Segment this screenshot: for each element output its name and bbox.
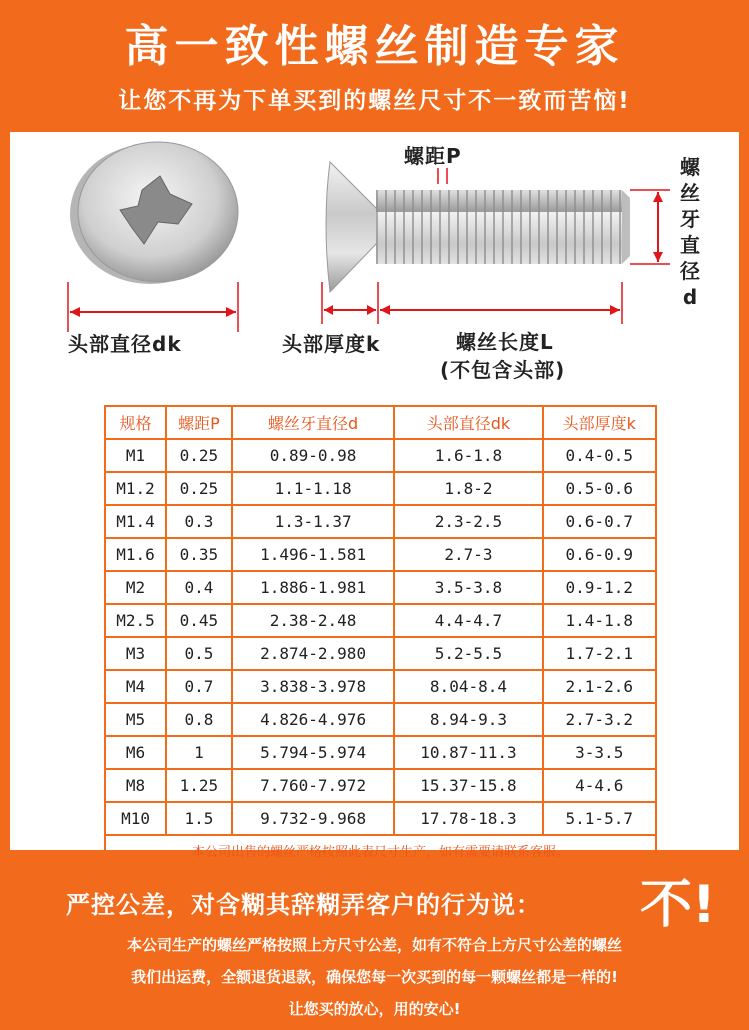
footer-line-3: 让您买的放心，用的安心! — [288, 1000, 461, 1018]
spec-table — [104, 405, 657, 866]
cell-head-diameter: 5.2-5.5 — [394, 637, 542, 670]
cell-head-thickness: 0.4-0.5 — [543, 439, 657, 472]
cell-head-diameter: 3.5-3.8 — [394, 571, 542, 604]
footer-line-1: 本公司生产的螺丝严格按照上方尺寸公差，如有不符合上方尺寸公差的螺丝 — [126, 936, 622, 954]
cell-thread-diameter: 2.38-2.48 — [232, 604, 395, 637]
table-row — [105, 802, 656, 835]
cell-size: M4 — [105, 670, 166, 703]
cell-pitch: 0.35 — [166, 538, 232, 571]
arrow-down-icon — [653, 252, 663, 262]
col-header-pitch: 螺距P — [166, 406, 232, 439]
cell-pitch: 0.7 — [166, 670, 232, 703]
table-row — [105, 472, 656, 505]
cell-head-diameter: 2.3-2.5 — [394, 505, 542, 538]
col-header-size: 规格 — [105, 406, 166, 439]
arrow-right-icon — [610, 305, 620, 315]
cell-head-thickness: 0.5-0.6 — [543, 472, 657, 505]
cell-thread-diameter: 2.874-2.980 — [232, 637, 395, 670]
arrow-left-icon — [380, 305, 390, 315]
cell-pitch: 0.25 — [166, 472, 232, 505]
thread-diameter-label: 螺丝牙直径d — [680, 155, 700, 309]
table-row — [105, 571, 656, 604]
cell-head-diameter: 15.37-15.8 — [394, 769, 542, 802]
arrow-right-icon — [226, 307, 236, 317]
cell-pitch: 0.8 — [166, 703, 232, 736]
footer-line-2: 我们出运费，全额退货退款，确保您每一次买到的每一颗螺丝都是一样的! — [131, 968, 618, 986]
cell-head-diameter: 1.6-1.8 — [394, 439, 542, 472]
cell-head-thickness: 1.4-1.8 — [543, 604, 657, 637]
cell-thread-diameter: 1.496-1.581 — [232, 538, 395, 571]
col-header-thread-diameter: 螺丝牙直径d — [232, 406, 395, 439]
cell-size: M6 — [105, 736, 166, 769]
footer-no-text: 不! — [640, 875, 716, 935]
head-diameter-label: 头部直径dk — [68, 332, 182, 356]
cell-head-thickness: 4-4.6 — [543, 769, 657, 802]
page-title: 高一致性螺丝制造专家 — [124, 21, 625, 72]
cell-pitch: 1 — [166, 736, 232, 769]
cell-size: M8 — [105, 769, 166, 802]
cell-size: M2 — [105, 571, 166, 604]
col-header-head-diameter: 头部直径dk — [394, 406, 542, 439]
cell-thread-diameter: 7.760-7.972 — [232, 769, 395, 802]
cell-size: M5 — [105, 703, 166, 736]
head-thickness-label: 头部厚度k — [282, 332, 381, 356]
length-label: 螺丝长度L — [456, 330, 554, 354]
table-row — [105, 637, 656, 670]
cell-size: M1.4 — [105, 505, 166, 538]
col-header-head-thickness: 头部厚度k — [543, 406, 657, 439]
cell-thread-diameter: 3.838-3.978 — [232, 670, 395, 703]
cell-thread-diameter: 9.732-9.968 — [232, 802, 395, 835]
cell-pitch: 0.4 — [166, 571, 232, 604]
table-row — [105, 769, 656, 802]
cell-pitch: 1.25 — [166, 769, 232, 802]
cell-thread-diameter: 1.1-1.18 — [232, 472, 395, 505]
cell-thread-diameter: 1.3-1.37 — [232, 505, 395, 538]
content-panel — [10, 132, 739, 860]
cell-pitch: 1.5 — [166, 802, 232, 835]
cell-thread-diameter: 4.826-4.976 — [232, 703, 395, 736]
cell-head-thickness: 2.1-2.6 — [543, 670, 657, 703]
cell-head-thickness: 0.9-1.2 — [543, 571, 657, 604]
shaft-tip — [622, 190, 630, 264]
length-note: (不包含头部) — [440, 358, 566, 382]
cell-pitch: 0.45 — [166, 604, 232, 637]
cell-pitch: 0.3 — [166, 505, 232, 538]
cell-size: M10 — [105, 802, 166, 835]
arrow-left-icon — [70, 307, 80, 317]
footer-headline: 严控公差，对含糊其辞糊弄客户的行为说： — [66, 891, 541, 919]
cell-head-thickness: 3-3.5 — [543, 736, 657, 769]
cell-head-thickness: 0.6-0.7 — [543, 505, 657, 538]
table-row — [105, 538, 656, 571]
cell-head-thickness: 2.7-3.2 — [543, 703, 657, 736]
cell-size: M1.2 — [105, 472, 166, 505]
cell-size: M3 — [105, 637, 166, 670]
cell-head-diameter: 17.78-18.3 — [394, 802, 542, 835]
cell-pitch: 0.25 — [166, 439, 232, 472]
cell-head-thickness: 0.6-0.9 — [543, 538, 657, 571]
threaded-shaft — [376, 190, 622, 264]
table-row — [105, 703, 656, 736]
cell-head-thickness: 5.1-5.7 — [543, 802, 657, 835]
pitch-label: 螺距P — [404, 144, 462, 168]
cell-thread-diameter: 5.794-5.974 — [232, 736, 395, 769]
table-note-row — [105, 835, 656, 865]
cell-head-diameter: 1.8-2 — [394, 472, 542, 505]
table-row — [105, 505, 656, 538]
cell-thread-diameter: 1.886-1.981 — [232, 571, 395, 604]
table-row — [105, 439, 656, 472]
cell-head-diameter: 8.04-8.4 — [394, 670, 542, 703]
cell-size: M2.5 — [105, 604, 166, 637]
cell-pitch: 0.5 — [166, 637, 232, 670]
cell-head-diameter: 8.94-9.3 — [394, 703, 542, 736]
table-note: 本公司出售的螺丝严格按照此表尺寸生产，如有需要请联系客服。 — [105, 835, 656, 865]
arrow-up-icon — [653, 192, 663, 202]
cell-head-diameter: 4.4-4.7 — [394, 604, 542, 637]
arrow-right-icon — [367, 305, 376, 315]
cell-thread-diameter: 0.89-0.98 — [232, 439, 395, 472]
table-row — [105, 670, 656, 703]
screw-diagram — [10, 132, 739, 392]
cell-head-diameter: 10.87-11.3 — [394, 736, 542, 769]
table-row — [105, 604, 656, 637]
arrow-left-icon — [324, 305, 333, 315]
page-subtitle: 让您不再为下单买到的螺丝尺寸不一致而苦恼! — [118, 88, 631, 114]
table-row — [105, 736, 656, 769]
table-header-row — [105, 406, 656, 439]
cell-head-thickness: 1.7-2.1 — [543, 637, 657, 670]
cell-size: M1 — [105, 439, 166, 472]
cell-size: M1.6 — [105, 538, 166, 571]
cell-head-diameter: 2.7-3 — [394, 538, 542, 571]
countersunk-head — [326, 162, 378, 292]
